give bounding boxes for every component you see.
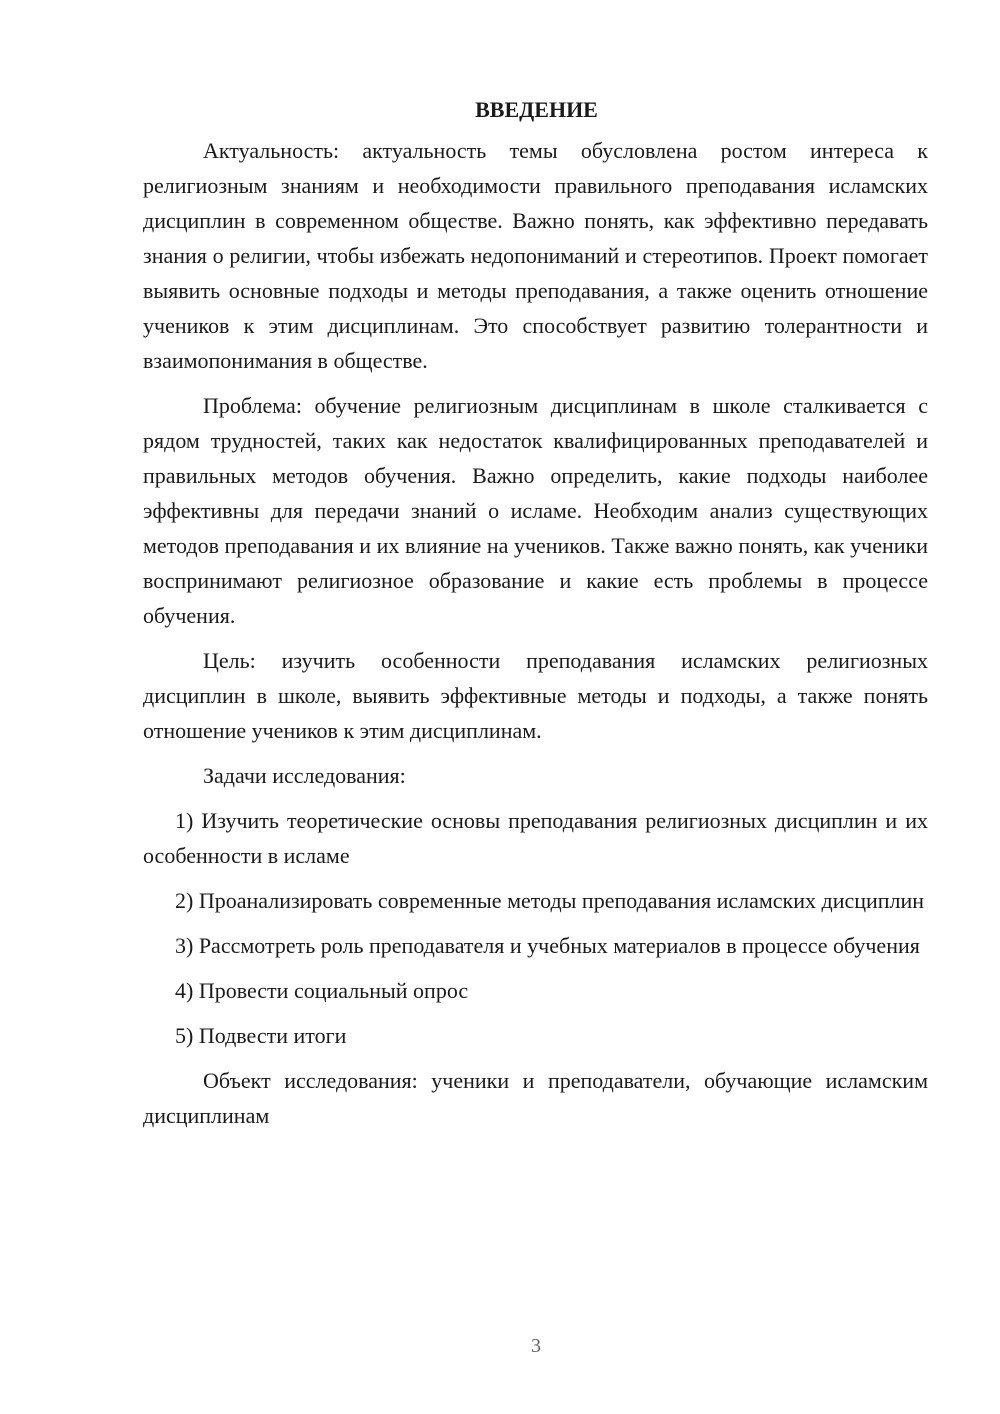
document-body xyxy=(143,92,928,1133)
task-item-5: 5) Подвести итоги xyxy=(175,1023,347,1048)
paragraph-goal: Цель: изучить особенности преподавания исламских религиозных дисциплин в школе, выявить эффективные методы и подходы, а также понять отношение учеников к этим дисциплинам. xyxy=(143,648,928,743)
paragraph-relevance: Актуальность: актуальность темы обусловлена ростом интереса к религиозным знаниям и необходимости правильного преподавания исламских дисциплин в современном обществе. Важно понять, как эффективно передавать знания о религии, чтобы избежать недопониманий и стереотипов. Проект помогает выявить основные подходы и методы преподавания, а также оценить отношение учеников к этим дисциплинам. Это способствует развитию толерантности и взаимопонимания в обществе. xyxy=(143,138,928,373)
task-item-2: 2) Проанализировать современные методы преподавания исламских дисциплин xyxy=(175,888,925,913)
paragraph-problem: Проблема: обучение религиозным дисциплинам в школе сталкивается с рядом трудностей, таких как недостаток квалифицированных преподавателей и правильных методов обучения. Важно определить, какие подходы наиболее эффективны для передачи знаний о исламе. Необходим анализ существующих методов преподавания и их влияние на учеников. Также важно понять, как ученики воспринимают религиозное образование и какие есть проблемы в процессе обучения. xyxy=(143,393,928,628)
tasks-heading: Задачи исследования: xyxy=(203,763,406,788)
task-item-4: 4) Провести социальный опрос xyxy=(175,978,469,1003)
paragraph-object: Объект исследования: ученики и преподаватели, обучающие исламским дисциплинам xyxy=(143,1068,928,1128)
task-item-1: 1) Изучить теоретические основы преподавания религиозных дисциплин и их особенности в исламе xyxy=(143,808,928,868)
task-item-3: 3) Рассмотреть роль преподавателя и учебных материалов в процессе обучения xyxy=(175,933,920,958)
page-title: ВВЕДЕНИЕ xyxy=(475,97,598,122)
page-number: 3 xyxy=(531,1335,541,1357)
